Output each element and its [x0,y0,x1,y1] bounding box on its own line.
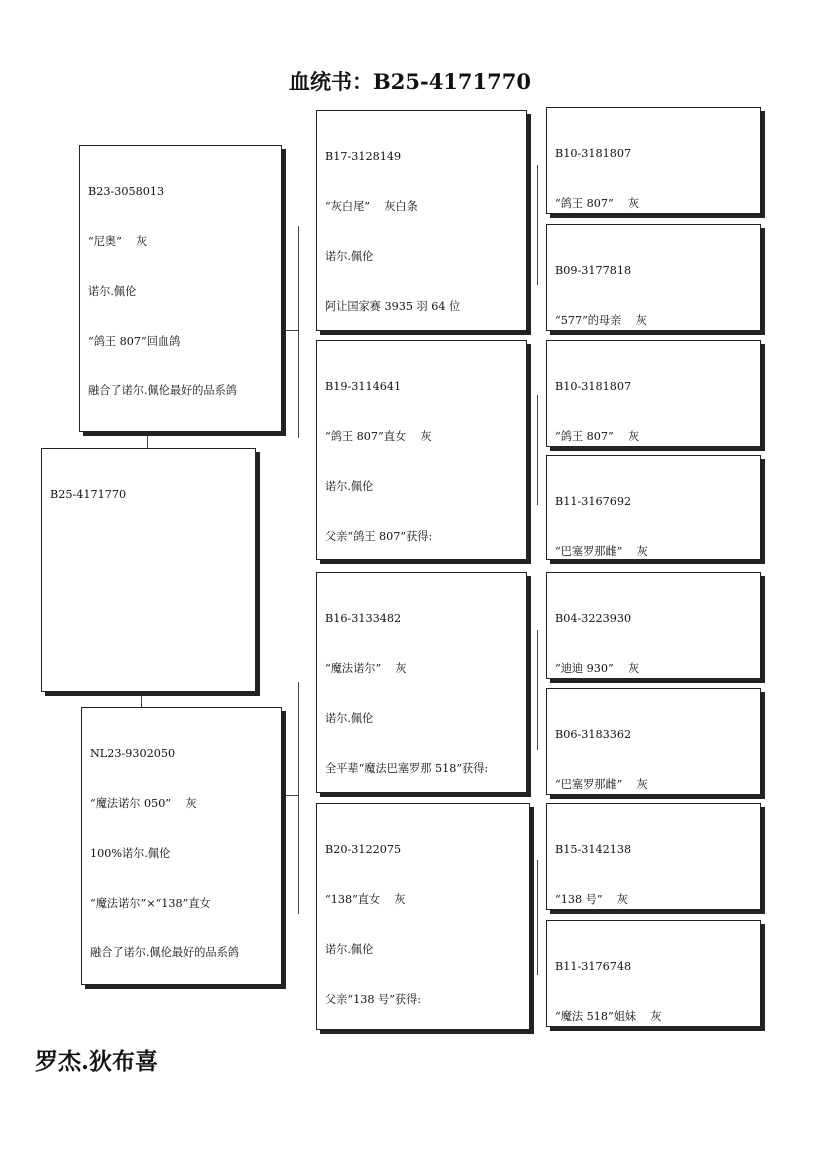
connector-g2a-v [537,165,538,285]
card-line: “巴塞罗那雌” 灰 [555,544,648,558]
grandparent-card-4 [316,803,530,1030]
connector-sire-subject [147,432,148,448]
great-grandparent-card-8 [546,920,761,1027]
card-line: “138”直女 灰 [325,892,406,906]
card-line: “魔法 518”姐妹 灰 [555,1009,662,1023]
card-line: “鸽王 807” 灰 [555,196,640,210]
subject-card [41,448,256,692]
card-line: B10-3181807 [555,380,632,394]
card-line: 诺尔.佩伦 [325,479,374,493]
card-line: “138 号” 灰 [555,892,628,906]
great-grandparent-card-5 [546,572,761,679]
card-line: “巴塞罗那雌” 灰 [555,777,648,791]
great-grandparent-card-1 [546,107,761,214]
card-line: “鸽王 807” 灰 [555,429,640,443]
great-grandparent-card-2 [546,224,761,331]
card-line: B16-3133482 [325,612,402,626]
connector-g2c-v [537,630,538,750]
card-line: 诺尔.佩伦 [325,942,374,956]
breeder-name: 罗杰.狄布喜 [35,1048,159,1075]
sire-line: B23-3058013 [88,185,165,199]
card-line: 父亲“鸽王 807”获得: [325,529,433,543]
sire-line: “鸽王 807”回血鸽 [88,334,181,348]
connector-dam-bracket-v [298,682,299,914]
card-line: 全平辈“魔法巴塞罗那 518”获得: [325,761,489,775]
connector-g2b-v [537,395,538,505]
dam-line: NL23-9302050 [90,747,176,761]
sire-card [79,145,282,432]
card-line: 父亲“138 号”获得: [325,992,422,1006]
great-grandparent-card-4 [546,455,761,560]
connector-g2d-v [537,860,538,975]
sire-line: 诺尔.佩伦 [88,284,137,298]
connector-dam-bracket-h [282,795,298,796]
card-line: 阿让国家赛 3935 羽 64 位 [325,299,461,313]
connector-subject-dam [141,692,142,707]
sire-line: “尼奥” 灰 [88,234,148,248]
card-line: B11-3167692 [555,495,632,509]
connector-sire-bracket-h [282,330,298,331]
card-line: B19-3114641 [325,380,402,394]
card-line: “577”的母亲 灰 [555,313,647,327]
card-line: “鸽王 807”直女 灰 [325,429,432,443]
dam-line: “魔法诺尔”×“138”直女 [90,896,211,910]
card-line: B06-3183362 [555,728,632,742]
grandparent-card-1 [316,110,527,331]
card-line: “灰白尾” 灰白条 [325,199,418,213]
great-grandparent-card-7 [546,803,761,910]
card-line: B09-3177818 [555,264,632,278]
card-line: B20-3122075 [325,843,402,857]
card-line: 诺尔.佩伦 [325,249,374,263]
subject-ring-number: B25-4171770 [50,488,127,502]
card-line: “迪迪 930” 灰 [555,661,640,675]
card-line: B17-3128149 [325,150,402,164]
card-line: 诺尔.佩伦 [325,711,374,725]
card-line: B04-3223930 [555,612,632,626]
card-line: B15-3142138 [555,843,632,857]
dam-line: 100%诺尔.佩伦 [90,846,171,860]
card-line: “魔法诺尔” 灰 [325,661,407,675]
card-line: B10-3181807 [555,147,632,161]
card-line: B11-3176748 [555,960,632,974]
sire-line: 融合了诺尔.佩伦最好的品系鸽 [88,384,237,398]
grandparent-card-3 [316,572,527,793]
page-title: 血统书：B25-4171770 [289,69,531,94]
grandparent-card-2 [316,340,527,560]
dam-card [81,707,282,985]
great-grandparent-card-3 [546,340,761,447]
connector-sire-bracket-v [298,226,299,438]
great-grandparent-card-6 [546,688,761,795]
dam-line: “魔法诺尔 050” 灰 [90,796,197,810]
dam-line: 融合了诺尔.佩伦最好的品系鸽 [90,946,239,960]
